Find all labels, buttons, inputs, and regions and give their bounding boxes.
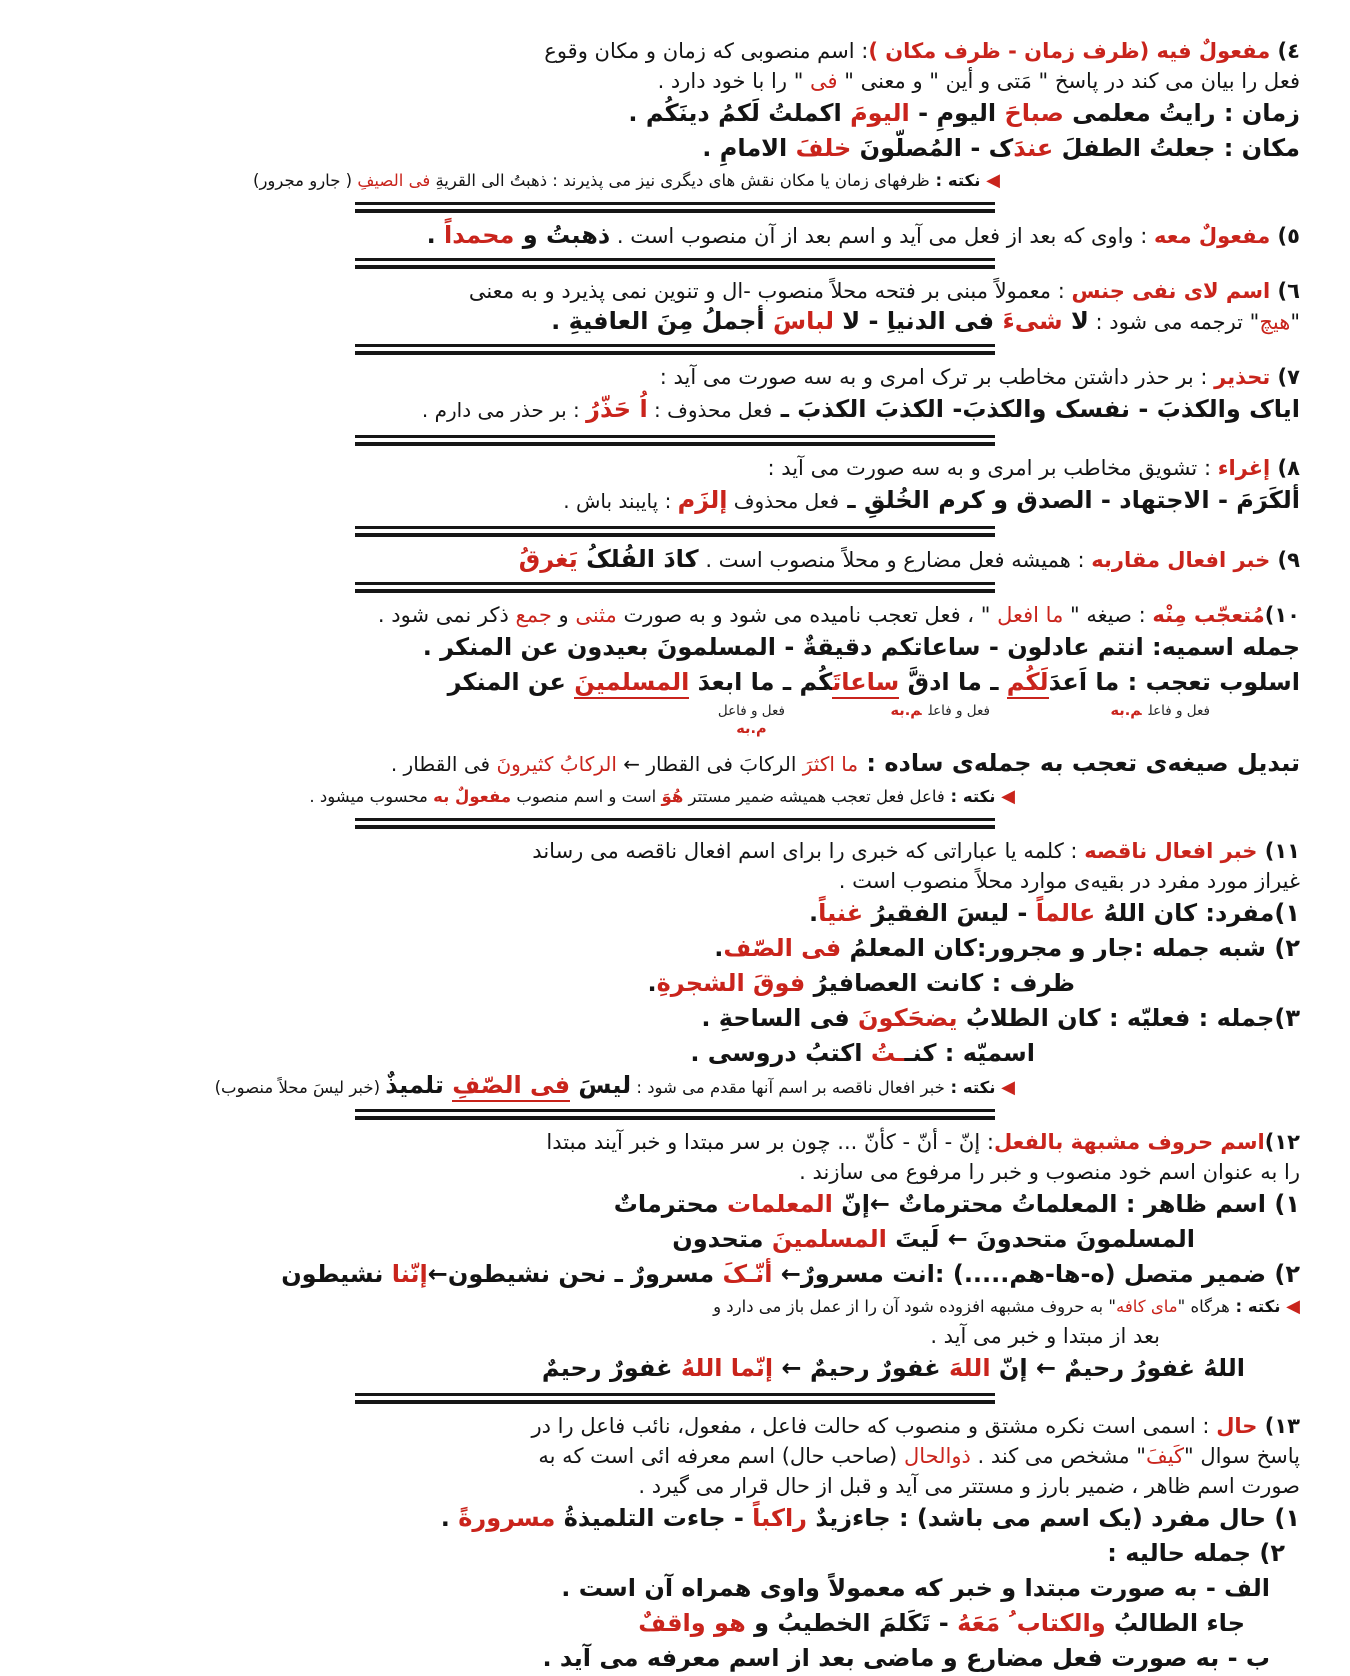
text-run: " به حروف مشبهه افزوده شود آن را از عمل باز می دارد و bbox=[713, 1297, 1116, 1316]
text-run: اللهَ bbox=[948, 1354, 991, 1382]
text-run: أنّـکَ bbox=[722, 1260, 773, 1288]
text-line bbox=[330, 1411, 1300, 1441]
text-run: ۱۳) bbox=[1257, 1414, 1300, 1438]
text-run: اللهُ غفورُ رحیمٌ ← إنّ bbox=[990, 1354, 1245, 1382]
section-10-motaajjab-menh bbox=[309, 600, 1300, 811]
note-marker-icon: ◀ bbox=[995, 1077, 1015, 1098]
section-7-tahzir bbox=[330, 362, 1300, 428]
annotation-label: فعل و فاعل bbox=[717, 703, 785, 719]
note-marker-icon: ◀ bbox=[995, 786, 1015, 807]
text-run: پاسخ سوال " bbox=[1184, 1444, 1300, 1468]
text-run: لباسَ bbox=[773, 307, 834, 335]
text-run: - لیسَ الفقیرُ bbox=[863, 899, 1036, 927]
text-run: " را با خود دارد . bbox=[657, 69, 811, 93]
text-run: المسلمونَ متحدونَ ← لَیتَ bbox=[886, 1225, 1195, 1253]
text-line bbox=[330, 453, 1300, 483]
text-run: - تَکَلمَ الخطیبُ و bbox=[745, 1609, 958, 1637]
double-rule-separator bbox=[355, 526, 995, 537]
text-run: ۲) شبه جمله :جار و مجرور:کان المعلمُ bbox=[841, 934, 1300, 962]
text-run: هرگاه " bbox=[1177, 1297, 1230, 1316]
text-run: فی الصّف bbox=[723, 934, 842, 962]
text-run: مُتعجّب مِنْه bbox=[1152, 603, 1265, 627]
text-run: محسوب میشود . bbox=[309, 787, 434, 806]
text-run: : اسم منصوبی که زمان و مکان وقوع bbox=[544, 39, 869, 63]
text-run: نکته : bbox=[929, 171, 981, 190]
text-run: ۱۱) bbox=[1257, 839, 1300, 863]
text-run: : اسمی است نکره مشتق و منصوب که حالت فاعل ، مفعول، نائب فاعل را در bbox=[531, 1414, 1217, 1438]
text-line bbox=[214, 1071, 1300, 1102]
annotation-object: م.به bbox=[890, 703, 922, 719]
annotation-label: فعل و فاعل bbox=[928, 703, 990, 719]
text-run: ٦) bbox=[1270, 279, 1300, 303]
text-line bbox=[330, 276, 1300, 306]
text-line bbox=[330, 746, 1300, 782]
text-line bbox=[309, 782, 1300, 811]
text-run: اسلوب تعجب : ما اَعدَ bbox=[1048, 668, 1300, 696]
grammar-annotation bbox=[1110, 703, 1210, 719]
text-line bbox=[330, 966, 1300, 1001]
text-run: صباحَ bbox=[1004, 99, 1064, 127]
text-line bbox=[330, 1321, 1300, 1351]
text-run: ۱۰) bbox=[1264, 603, 1300, 627]
text-run: الف - به صورت مبتدا و خبر که معمولاً واوی همراه آن است . bbox=[561, 1574, 1270, 1602]
text-run: ٧) bbox=[1270, 365, 1300, 389]
text-run: الرکابُ کثیرونَ bbox=[496, 752, 617, 776]
text-run: راکباً bbox=[752, 1504, 807, 1532]
text-run: فی الدنیاِ - لا bbox=[833, 307, 1003, 335]
text-run: مفعولٌ معه bbox=[1153, 224, 1271, 248]
text-run: نکته : bbox=[944, 1078, 996, 1097]
text-run: صورت اسم ظاهر ، ضمیر بارز و مستتر می آید و قبل از حال قرار می گیرد . bbox=[638, 1474, 1300, 1498]
note-marker-icon: ◀ bbox=[1280, 1296, 1300, 1317]
text-run: (صاحب حال) اسم معرفه ائی است که به bbox=[538, 1444, 904, 1468]
text-run: و bbox=[551, 603, 576, 627]
text-run: محترماتٌ bbox=[613, 1190, 727, 1218]
text-line bbox=[330, 1292, 1300, 1321]
text-run: کَیفَ bbox=[1145, 1444, 1185, 1468]
text-run: فی bbox=[810, 69, 838, 93]
text-line bbox=[330, 665, 1300, 700]
text-run: . bbox=[714, 934, 724, 962]
text-run: غفورٌ رحیمٌ bbox=[541, 1354, 681, 1382]
text-run: مسرورةً bbox=[458, 1504, 556, 1532]
text-run: مفعولٌ فیه (ظرف زمان - ظرف مکان ) bbox=[868, 39, 1271, 63]
text-run: مکان : جعلتُ الطفلَ bbox=[1053, 134, 1300, 162]
text-run: کُم ـ ما ابعدَ bbox=[689, 668, 833, 696]
text-line bbox=[330, 1571, 1300, 1606]
text-run: . bbox=[647, 969, 657, 997]
text-run: المعلمات bbox=[726, 1190, 833, 1218]
text-run: الیومِ - bbox=[909, 99, 1005, 127]
text-line bbox=[330, 1036, 1300, 1071]
annotation-object: م.به bbox=[736, 721, 767, 737]
text-run: فی القطار . bbox=[390, 752, 497, 776]
text-run: : بر حذر می دارم . bbox=[421, 398, 587, 422]
text-line bbox=[330, 1441, 1300, 1471]
double-rule-separator bbox=[355, 1393, 995, 1404]
text-line bbox=[330, 544, 1300, 575]
text-run: : واوی که بعد از فعل می آید و اسم بعد از آن منصوب است . bbox=[610, 224, 1154, 248]
text-line bbox=[330, 1351, 1300, 1386]
text-run: ـ ما ادقَّ bbox=[899, 668, 1007, 696]
text-run: فی الساحةِ . bbox=[701, 1004, 859, 1032]
text-run: ک - المُصلّونَ bbox=[851, 134, 1014, 162]
text-run: لا bbox=[1062, 307, 1089, 335]
text-run: متحدون bbox=[672, 1225, 772, 1253]
double-rule-separator bbox=[355, 258, 995, 269]
text-line bbox=[330, 836, 1300, 866]
text-run: عندَ bbox=[1013, 134, 1054, 162]
text-run: ۱) اسم ظاهر : المعلماتُ محترماتٌ ←إنّ bbox=[832, 1190, 1300, 1218]
text-run: : معمولاً مبنی بر فتحه محلاً منصوب -ال و تنوین نمی پذیرد و به معنی bbox=[468, 279, 1072, 303]
text-run: والکتاب ُ مَعَهُ bbox=[957, 1609, 1106, 1637]
text-run: : پایبند باش . bbox=[563, 489, 678, 513]
text-run: لَکُم bbox=[1007, 668, 1049, 699]
double-rule-separator bbox=[355, 202, 995, 213]
double-rule-separator bbox=[355, 344, 995, 355]
taajob-analysis-row bbox=[330, 700, 1300, 746]
text-run: هُوَ bbox=[661, 787, 684, 806]
text-run: ۲) ضمیر متصل (ه-ها-هم.....) :انت مسرورٌ← bbox=[772, 1260, 1300, 1288]
section-11-khabar-afaal-naghese bbox=[214, 836, 1300, 1102]
text-run: ۱۲) bbox=[1264, 1130, 1300, 1154]
text-run: المسلمینَ bbox=[574, 668, 689, 699]
text-run: ذهبتُ و bbox=[514, 221, 611, 249]
text-run: فاعل فعل تعجب همیشه ضمیر مستتر bbox=[683, 787, 945, 806]
text-run: یَغرقُ bbox=[518, 545, 578, 573]
text-run: اکتبُ دروسی . bbox=[690, 1039, 871, 1067]
text-run: ایاک والکذبَ - نفسک والکذبَ- الکذبَ الکذبَ ـ bbox=[772, 395, 1300, 423]
text-run: . bbox=[808, 899, 819, 927]
note-marker-icon: ◀ bbox=[980, 170, 1000, 191]
text-run: خبر افعال ناقصه bbox=[1084, 839, 1258, 863]
text-run: کادَ الفُلکُ bbox=[577, 545, 699, 573]
text-run: . bbox=[440, 1504, 459, 1532]
text-run: فی الصیفِ bbox=[357, 171, 431, 190]
text-run: تبدیل صیغه‌ی تعجب به جمله‌ی ساده : bbox=[858, 749, 1300, 777]
text-run: ألکَرَمَ - الاجتهاد - الصدق و کرم الخُلقِ ـ bbox=[839, 486, 1300, 514]
text-run: ( جارو مجرور) bbox=[253, 171, 358, 190]
text-run: خبر افعال ناقصه بر اسم آنها مقدم می شود : bbox=[631, 1078, 945, 1097]
text-run: : صیغه " bbox=[1063, 603, 1153, 627]
text-run: أجملُ مِنَ العافیةِ . bbox=[551, 307, 774, 335]
text-run: " ، فعل تعجب نامیده می شود و به صورت bbox=[616, 603, 998, 627]
text-run: (خبر لیسَ محلاً منصوب) bbox=[214, 1078, 386, 1097]
text-run: اسم حروف مشبهة بالفعل bbox=[993, 1130, 1265, 1154]
text-line bbox=[330, 362, 1300, 392]
text-run: مسرورٌ ـ نحن نشیطون← bbox=[427, 1260, 723, 1288]
text-line bbox=[330, 1127, 1300, 1157]
text-run: جاء الطالبُ bbox=[1105, 1609, 1245, 1637]
section-9-khabar-afaal-mogharebe bbox=[330, 544, 1300, 575]
text-run: : همیشه فعل مضارع و محلاً منصوب است . bbox=[698, 548, 1092, 572]
text-run: یضحَکونَ bbox=[858, 1004, 958, 1032]
text-run: : بر حذر داشتن مخاطب بر ترک امری و به سه صورت می آید : bbox=[659, 365, 1215, 389]
annotation-label: فعل و فاعل bbox=[1148, 703, 1210, 719]
text-line bbox=[281, 1257, 1300, 1292]
text-run: فعل محذوف : bbox=[647, 398, 773, 422]
text-run: الرکابَ فی القطار ← bbox=[616, 752, 803, 776]
text-run: غنیاً bbox=[818, 899, 864, 927]
text-run: مفعولٌ به bbox=[433, 787, 512, 806]
text-run: : إنّ - أنّ - کأنّ ... چون بر سر مبتدا و خبر آیند مبتدا bbox=[546, 1130, 994, 1154]
text-run: فعل را بیان می کند در پاسخ " مَتی و أین " و معنی " bbox=[837, 69, 1300, 93]
text-run: هو واقفٌ bbox=[638, 1609, 746, 1637]
text-line bbox=[330, 306, 1300, 337]
text-run: است و اسم منصوب bbox=[511, 787, 662, 806]
text-line bbox=[330, 1536, 1300, 1571]
text-run: ـتُ bbox=[870, 1039, 905, 1067]
text-line bbox=[330, 896, 1300, 931]
text-run: ٤) bbox=[1270, 39, 1300, 63]
text-run: لیسَ bbox=[570, 1071, 632, 1099]
text-line bbox=[330, 1471, 1300, 1501]
text-run: فی الصّفِ bbox=[452, 1071, 570, 1102]
text-run: را به عنوان اسم خود منصوب و خبر را مرفوع می سازند . bbox=[799, 1160, 1300, 1184]
text-run: حال bbox=[1216, 1414, 1258, 1438]
text-line bbox=[330, 1187, 1300, 1222]
text-run: عالماً bbox=[1035, 899, 1096, 927]
text-run: ٥) bbox=[1270, 224, 1300, 248]
text-run: اکملتُ لَکمُ دینَکُم . bbox=[628, 99, 851, 127]
text-run: : کلمه یا عباراتی که خبری را برای اسم افعال ناقصه می رساند bbox=[532, 839, 1085, 863]
text-run: نشیطون bbox=[281, 1260, 392, 1288]
text-line bbox=[330, 1157, 1300, 1187]
double-rule-separator bbox=[355, 435, 995, 446]
text-run: إغراء bbox=[1217, 456, 1271, 480]
text-run: الامامِ . bbox=[702, 134, 796, 162]
text-run: ۳)جمله : فعلیّه : کان الطلابُ bbox=[957, 1004, 1300, 1032]
section-13-haal bbox=[330, 1411, 1300, 1676]
text-run: اُ حَذّرُ bbox=[586, 395, 648, 423]
annotation-object: م.به bbox=[1110, 703, 1142, 719]
text-line bbox=[330, 483, 1300, 519]
text-run: اسم لای نفی جنس bbox=[1071, 279, 1271, 303]
content bbox=[214, 36, 1300, 1676]
text-run: إنّما اللهُ bbox=[680, 1354, 774, 1382]
grammar-annotation bbox=[890, 703, 990, 719]
text-run: نکته : bbox=[1229, 1297, 1281, 1316]
text-run: محمداً bbox=[444, 221, 515, 249]
text-run: خلفَ bbox=[795, 134, 852, 162]
text-line bbox=[330, 131, 1300, 166]
text-line bbox=[330, 1641, 1300, 1676]
double-rule-separator bbox=[355, 582, 995, 593]
text-run: ذوالحال bbox=[903, 1444, 971, 1468]
text-run: خبر افعال مقاربه bbox=[1091, 548, 1271, 572]
text-run: نکته : bbox=[944, 787, 996, 806]
section-4-mafool-fih bbox=[253, 36, 1300, 195]
text-run: ب - به صورت فعل مضارع و ماضی بعد از اسم معرفه می آید . bbox=[542, 1644, 1270, 1672]
text-run: ۱) حال مفرد (یک اسم می باشد) : جاءزیدٌ bbox=[806, 1504, 1300, 1532]
text-run: الیومَ bbox=[850, 99, 910, 127]
text-run: تحذیر bbox=[1214, 365, 1271, 389]
text-run: مای کافه bbox=[1115, 1297, 1178, 1316]
text-line bbox=[330, 600, 1300, 630]
text-run: غفورٌ رحیمٌ ← bbox=[773, 1354, 949, 1382]
text-run: اسمیّه : کنـ bbox=[904, 1039, 1035, 1067]
text-line bbox=[330, 220, 1300, 251]
text-line bbox=[330, 392, 1300, 428]
text-line bbox=[330, 96, 1300, 131]
text-line bbox=[330, 1606, 1300, 1641]
text-run: جمله اسمیه: انتم عادلون - ساعاتکم دقیقةٌ - المسلمونَ بعیدون عن المنکر . bbox=[422, 633, 1300, 661]
section-6-esm-la-nafye-jens bbox=[330, 276, 1300, 337]
text-run: إنّنا bbox=[391, 1260, 428, 1288]
text-line bbox=[330, 630, 1300, 665]
text-run: جمع bbox=[515, 603, 552, 627]
text-run: ٩) bbox=[1270, 548, 1300, 572]
text-run: فوقَ الشجرةِ bbox=[656, 969, 806, 997]
text-line bbox=[330, 36, 1300, 66]
text-run: ما اکثرَ bbox=[802, 752, 859, 776]
section-8-eghra bbox=[330, 453, 1300, 519]
text-run: إلزَم bbox=[677, 486, 728, 514]
text-run: ظرف : کانت العصافیرُ bbox=[805, 969, 1075, 997]
text-run: " bbox=[1290, 310, 1300, 334]
text-run: ذکر نمی شود . bbox=[377, 603, 516, 627]
text-run: مثنی bbox=[575, 603, 617, 627]
text-run: . bbox=[426, 221, 445, 249]
text-run: بعد از مبتدا و خبر می آید . bbox=[930, 1324, 1160, 1348]
text-line bbox=[330, 1001, 1300, 1036]
section-12-esm-horoof-moshabbahe bbox=[281, 1127, 1300, 1386]
text-run: تلمیذٌ bbox=[385, 1071, 453, 1099]
text-run: ما افعل bbox=[997, 603, 1064, 627]
text-run: زمان : رایتُ معلمی bbox=[1063, 99, 1300, 127]
text-line bbox=[330, 866, 1300, 896]
text-line bbox=[330, 1222, 1300, 1257]
text-run: " ترجمه می شود : bbox=[1088, 310, 1260, 334]
text-run: " مشخص می کند . bbox=[970, 1444, 1146, 1468]
grammar-annotation bbox=[718, 703, 785, 737]
double-rule-separator bbox=[355, 818, 995, 829]
text-run: ۲) جمله حالیه : bbox=[1107, 1539, 1285, 1567]
text-line bbox=[330, 66, 1300, 96]
text-run: ٨) bbox=[1270, 456, 1300, 480]
text-line bbox=[330, 1501, 1300, 1536]
text-run: فعل محذوف bbox=[727, 489, 840, 513]
text-run: المسلمینَ bbox=[771, 1225, 887, 1253]
text-run: هیچ bbox=[1259, 310, 1291, 334]
text-line bbox=[253, 166, 1300, 195]
section-5-mafool-maah bbox=[330, 220, 1300, 251]
text-run: غیراز مورد مفرد در بقیه‌ی موارد محلاً منصوب است . bbox=[838, 869, 1300, 893]
text-run: ظرفهای زمان یا مکان نقش های دیگری نیز می پذیرند : ذهبتُ الی القریةِ bbox=[430, 171, 930, 190]
text-run: ۱)مفرد: کان اللهُ bbox=[1095, 899, 1300, 927]
double-rule-separator bbox=[355, 1109, 995, 1120]
text-run: - جاءت التلمیذةُ bbox=[555, 1504, 753, 1532]
text-run: : تشویق مخاطب بر امری و به سه صورت می آید : bbox=[767, 456, 1218, 480]
text-run: ساعاتَ bbox=[832, 668, 899, 699]
text-run: عن المنکر bbox=[447, 668, 575, 696]
text-line bbox=[330, 931, 1300, 966]
text-run: شیءَ bbox=[1002, 307, 1063, 335]
